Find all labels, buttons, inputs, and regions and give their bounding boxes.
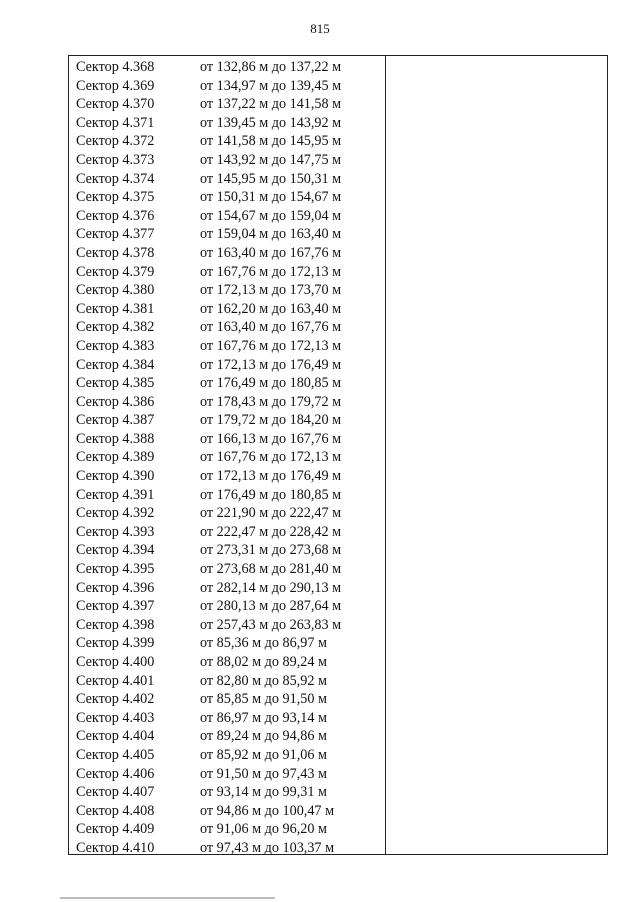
sector-range: от 91,50 м до 97,43 м <box>200 765 327 782</box>
sector-name: Сектор 4.409 <box>76 821 155 838</box>
sector-name: Сектор 4.368 <box>76 59 155 75</box>
sector-range: от 85,85 м до 91,50 м <box>200 691 327 708</box>
table-row <box>69 281 385 300</box>
sector-range: от 172,13 м до 176,49 м <box>200 356 342 373</box>
sector-name: Сектор 4.384 <box>76 356 155 373</box>
sector-name: Сектор 4.400 <box>76 654 155 670</box>
table-row <box>69 579 385 598</box>
sector-range: от 172,13 м до 173,70 м <box>200 282 342 299</box>
sector-range: от 85,36 м до 86,97 м <box>200 635 327 652</box>
sector-range: от 280,13 м до 287,64 м <box>200 598 342 615</box>
sector-range: от 145,95 м до 150,31 м <box>200 170 342 187</box>
sector-name: Сектор 4.396 <box>76 579 155 596</box>
sector-range: от 221,90 м до 222,47 м <box>200 505 342 522</box>
sector-name: Сектор 4.387 <box>76 412 155 429</box>
table-row <box>69 504 385 523</box>
table-row <box>69 523 385 542</box>
sector-name: Сектор 4.373 <box>76 151 155 168</box>
sector-range: от 82,80 м до 85,92 м <box>200 672 327 689</box>
sector-name: Сектор 4.403 <box>76 709 155 726</box>
table-row <box>69 597 385 616</box>
table-row <box>69 374 385 393</box>
sector-range: от 154,67 м до 159,04 м <box>200 207 342 224</box>
sector-name: Сектор 4.377 <box>76 226 155 243</box>
table-row <box>69 746 385 765</box>
sector-name: Сектор 4.380 <box>76 282 155 299</box>
sector-range: от 178,43 м до 179,72 м <box>200 393 342 410</box>
table-row <box>69 765 385 784</box>
table-row <box>69 356 385 375</box>
sector-name: Сектор 4.401 <box>76 672 155 689</box>
sector-name: Сектор 4.385 <box>76 375 155 392</box>
sector-range: от 162,20 м до 163,40 м <box>200 300 342 317</box>
table-row <box>69 58 385 77</box>
table-row <box>69 541 385 560</box>
sector-range: от 89,24 м до 94,86 м <box>200 728 327 745</box>
sector-name: Сектор 4.395 <box>76 561 155 578</box>
sector-range: от 282,14 м до 290,13 м <box>200 579 342 596</box>
sector-name: Сектор 4.405 <box>76 746 155 763</box>
sector-name: Сектор 4.392 <box>76 505 155 522</box>
sector-name: Сектор 4.399 <box>76 635 155 652</box>
sector-name: Сектор 4.398 <box>76 616 155 633</box>
sector-range: от 141,58 м до 145,95 м <box>200 133 342 150</box>
sector-range: от 85,92 м до 91,06 м <box>200 746 327 763</box>
sector-range: от 163,40 м до 167,76 м <box>200 319 342 336</box>
table-row <box>69 709 385 728</box>
table-row <box>69 337 385 356</box>
sector-name: Сектор 4.389 <box>76 449 155 466</box>
sector-range: от 86,97 м до 93,14 м <box>200 709 327 726</box>
sector-table <box>68 55 608 855</box>
sector-name: Сектор 4.402 <box>76 691 155 708</box>
table-row <box>69 263 385 282</box>
sector-range: от 93,14 м до 99,31 м <box>200 784 327 801</box>
table-row <box>69 225 385 244</box>
sector-name: Сектор 4.375 <box>76 189 155 206</box>
sector-range: от 143,92 м до 147,75 м <box>200 151 342 168</box>
sector-range: от 159,04 м до 163,40 м <box>200 226 342 243</box>
sector-range: от 163,40 м до 167,76 м <box>200 244 342 261</box>
sector-name: Сектор 4.393 <box>76 523 155 540</box>
sector-range: от 97,43 м до 103,37 м <box>200 839 335 856</box>
sector-range: от 167,76 м до 172,13 м <box>200 449 342 466</box>
sector-range: от 88,02 м до 89,24 м <box>200 654 327 670</box>
sector-name: Сектор 4.381 <box>76 300 155 317</box>
sector-range: от 167,76 м до 172,13 м <box>200 263 342 280</box>
sector-name: Сектор 4.397 <box>76 598 155 615</box>
sector-name: Сектор 4.382 <box>76 319 155 336</box>
table-row <box>69 839 385 858</box>
sector-name: Сектор 4.388 <box>76 430 155 447</box>
column-divider <box>385 56 386 854</box>
table-row <box>69 616 385 635</box>
sector-range: от 134,97 м до 139,45 м <box>200 77 342 94</box>
sector-name: Сектор 4.371 <box>76 114 155 131</box>
sector-range: от 167,76 м до 172,13 м <box>200 337 342 354</box>
sector-name: Сектор 4.374 <box>76 170 155 187</box>
table-row <box>69 151 385 170</box>
table-row <box>69 77 385 96</box>
table-row <box>69 448 385 467</box>
sector-range: от 172,13 м до 176,49 м <box>200 468 342 485</box>
sector-range: от 176,49 м до 180,85 м <box>200 486 342 503</box>
table-row <box>69 170 385 189</box>
sector-range: от 166,13 м до 167,76 м <box>200 430 342 447</box>
sector-name: Сектор 4.383 <box>76 337 155 354</box>
sector-range: от 91,06 м до 96,20 м <box>200 821 327 838</box>
table-row <box>69 114 385 133</box>
table-row <box>69 318 385 337</box>
sector-name: Сектор 4.390 <box>76 468 155 485</box>
page-number: 815 <box>310 21 330 36</box>
sector-name: Сектор 4.378 <box>76 244 155 261</box>
sector-name: Сектор 4.394 <box>76 542 155 559</box>
scan-edge-line <box>60 897 275 899</box>
sector-range: от 222,47 м до 228,42 м <box>200 523 342 540</box>
sector-range: от 179,72 м до 184,20 м <box>200 412 342 429</box>
sector-name: Сектор 4.410 <box>76 839 155 856</box>
table-row <box>69 727 385 746</box>
table-row <box>69 653 385 672</box>
sector-name: Сектор 4.379 <box>76 263 155 280</box>
table-row <box>69 430 385 449</box>
table-row <box>69 486 385 505</box>
sector-range: от 257,43 м до 263,83 м <box>200 616 342 633</box>
sector-name: Сектор 4.372 <box>76 133 155 150</box>
table-row <box>69 207 385 226</box>
sector-name: Сектор 4.376 <box>76 207 155 224</box>
table-row <box>69 820 385 839</box>
table-row <box>69 188 385 207</box>
sector-range: от 139,45 м до 143,92 м <box>200 114 342 131</box>
table-row <box>69 300 385 319</box>
table-row <box>69 244 385 263</box>
sector-range: от 176,49 м до 180,85 м <box>200 375 342 392</box>
sector-range: от 273,31 м до 273,68 м <box>200 542 342 559</box>
table-rows <box>69 58 385 858</box>
table-row <box>69 411 385 430</box>
table-row <box>69 802 385 821</box>
table-row <box>69 393 385 412</box>
table-row <box>69 95 385 114</box>
sector-range: от 273,68 м до 281,40 м <box>200 561 342 578</box>
table-row <box>69 690 385 709</box>
sector-name: Сектор 4.406 <box>76 765 155 782</box>
sector-name: Сектор 4.404 <box>76 728 155 745</box>
sector-name: Сектор 4.391 <box>76 486 155 503</box>
table-row <box>69 672 385 691</box>
sector-range: от 132,86 м до 137,22 м <box>200 59 342 75</box>
sector-name: Сектор 4.408 <box>76 802 155 819</box>
table-row <box>69 132 385 151</box>
table-row <box>69 467 385 486</box>
sector-range: от 94,86 м до 100,47 м <box>200 802 335 819</box>
sector-range: от 150,31 м до 154,67 м <box>200 189 342 206</box>
sector-range: от 137,22 м до 141,58 м <box>200 96 342 113</box>
table-row <box>69 634 385 653</box>
sector-name: Сектор 4.407 <box>76 784 155 801</box>
sector-name: Сектор 4.370 <box>76 96 155 113</box>
table-row <box>69 783 385 802</box>
table-row <box>69 560 385 579</box>
sector-name: Сектор 4.386 <box>76 393 155 410</box>
sector-name: Сектор 4.369 <box>76 77 155 94</box>
